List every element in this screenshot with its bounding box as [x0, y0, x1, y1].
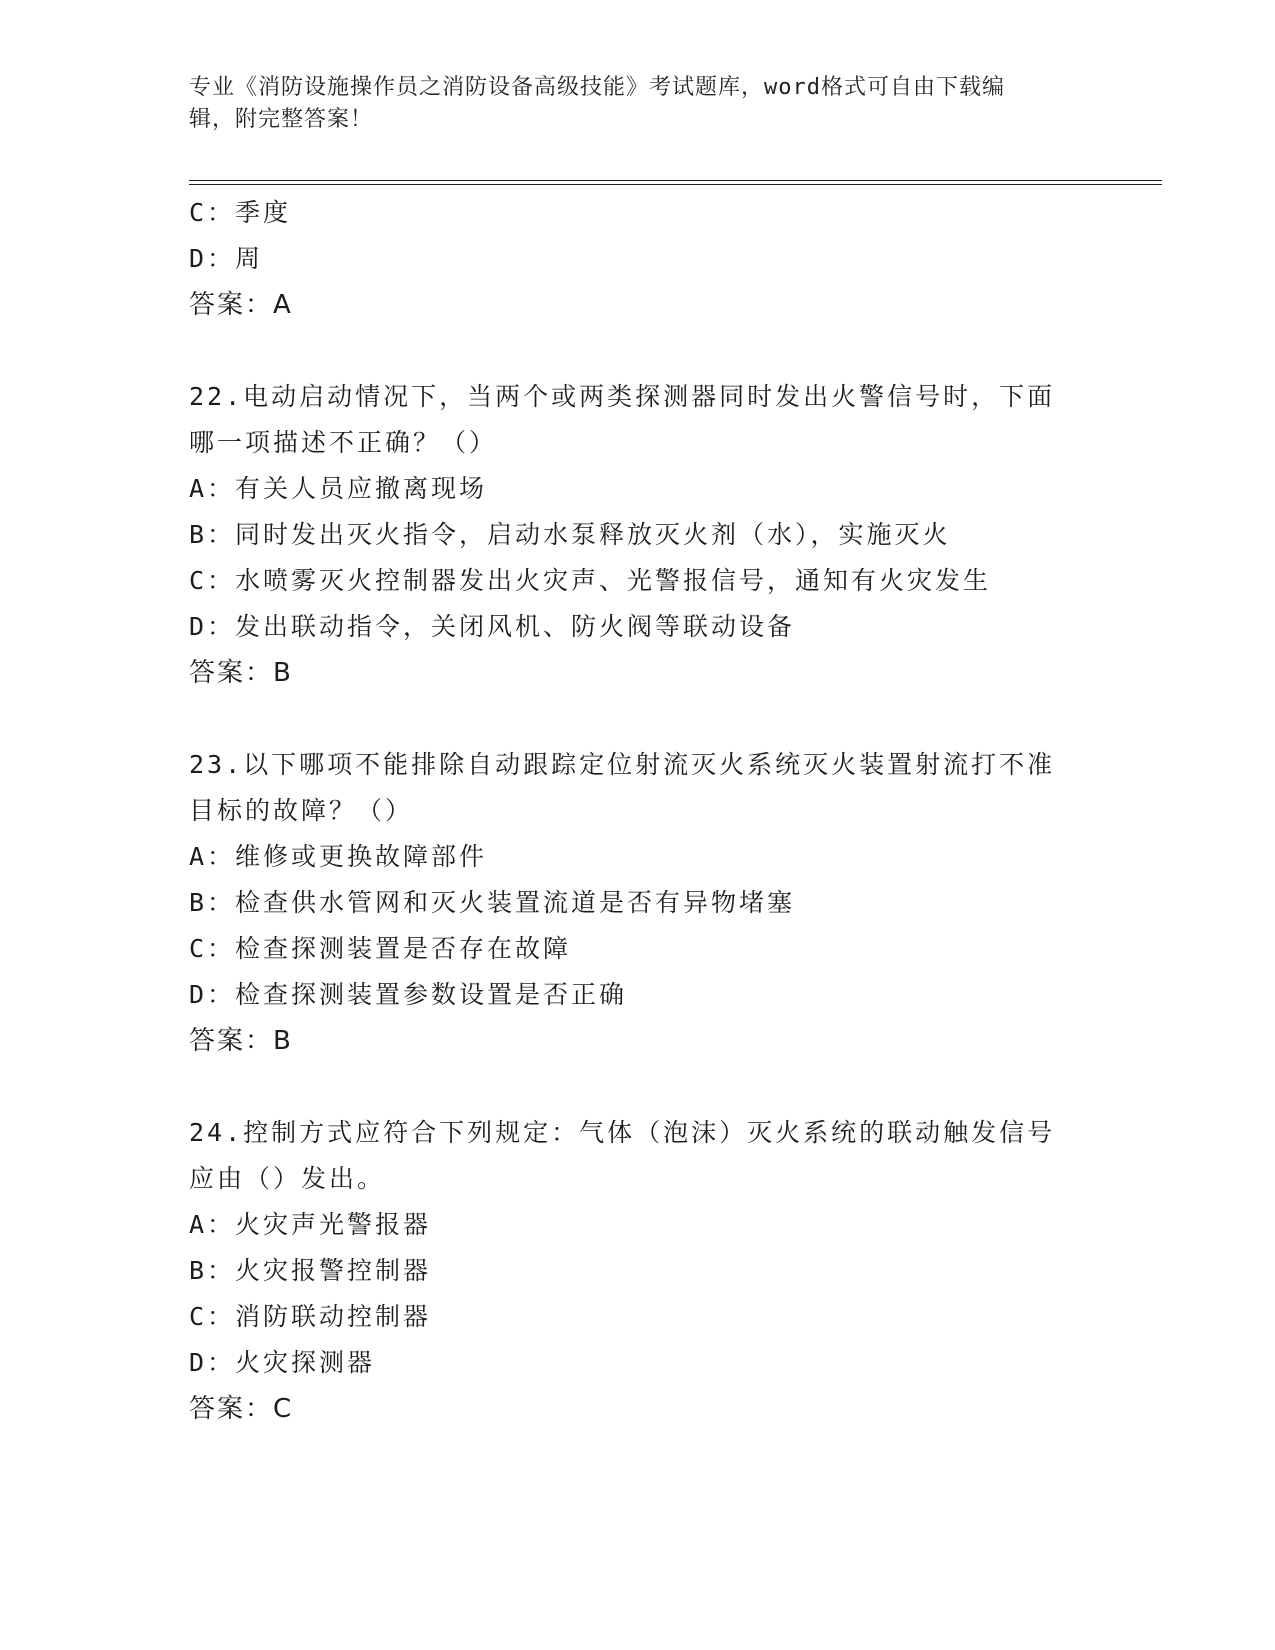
question-stem-line-2: 目标的故障？（）	[189, 796, 414, 825]
option-a: A：维修或更换故障部件	[189, 842, 488, 871]
option-c: C：水喷雾灭火控制器发出火灾声、光警报信号，通知有火灾发生	[189, 566, 992, 595]
option-b: B：检查供水管网和灭火装置流道是否有异物堵塞	[189, 888, 796, 917]
spacer	[189, 328, 1149, 374]
answer-line: 答案：B	[189, 658, 293, 688]
option-d: D：火灾探测器	[189, 1348, 376, 1377]
option-c: C：消防联动控制器	[189, 1302, 432, 1331]
answer-line: 答案：B	[189, 1026, 293, 1056]
question-list	[189, 190, 1149, 1432]
answer-line: 答案：C	[189, 1394, 294, 1424]
spacer	[189, 696, 1149, 742]
option-a: A：有关人员应撤离现场	[189, 474, 488, 503]
answer-line: 答案：A	[189, 290, 293, 320]
option-b: B：火灾报警控制器	[189, 1256, 432, 1285]
option-c: C：检查探测装置是否存在故障	[189, 934, 572, 963]
question-22	[189, 374, 1149, 696]
question-stem-line-1: 24.控制方式应符合下列规定：气体（泡沫）灭火系统的联动触发信号	[189, 1118, 1056, 1147]
option-d: D：检查探测装置参数设置是否正确	[189, 980, 628, 1009]
option-d: D：周	[189, 244, 264, 273]
spacer	[189, 1064, 1149, 1110]
option-b: B：同时发出灭火指令，启动水泵释放灭火剂（水），实施灭火	[189, 520, 951, 549]
page-header	[189, 72, 1089, 136]
header-line-2: 辑，附完整答案！	[189, 107, 374, 132]
question-24	[189, 1110, 1149, 1432]
option-a: A：火灾声光警报器	[189, 1210, 432, 1239]
question-stem-line-2: 应由（）发出。	[189, 1164, 386, 1193]
previous-question-tail	[189, 190, 1149, 328]
header-divider-bottom	[189, 184, 1162, 185]
header-line-1: 专业《消防设施操作员之消防设备高级技能》考试题库，word格式可自由下载编	[189, 75, 1005, 100]
question-stem-line-2: 哪一项描述不正确？（）	[189, 428, 498, 457]
question-23	[189, 742, 1149, 1064]
question-stem-line-1: 23.以下哪项不能排除自动跟踪定位射流灭火系统灭火装置射流打不准	[189, 750, 1056, 779]
header-divider-top	[189, 180, 1162, 181]
option-c: C：季度	[189, 198, 292, 227]
option-d: D：发出联动指令，关闭风机、防火阀等联动设备	[189, 612, 796, 641]
question-stem-line-1: 22.电动启动情况下，当两个或两类探测器同时发出火警信号时，下面	[189, 382, 1056, 411]
